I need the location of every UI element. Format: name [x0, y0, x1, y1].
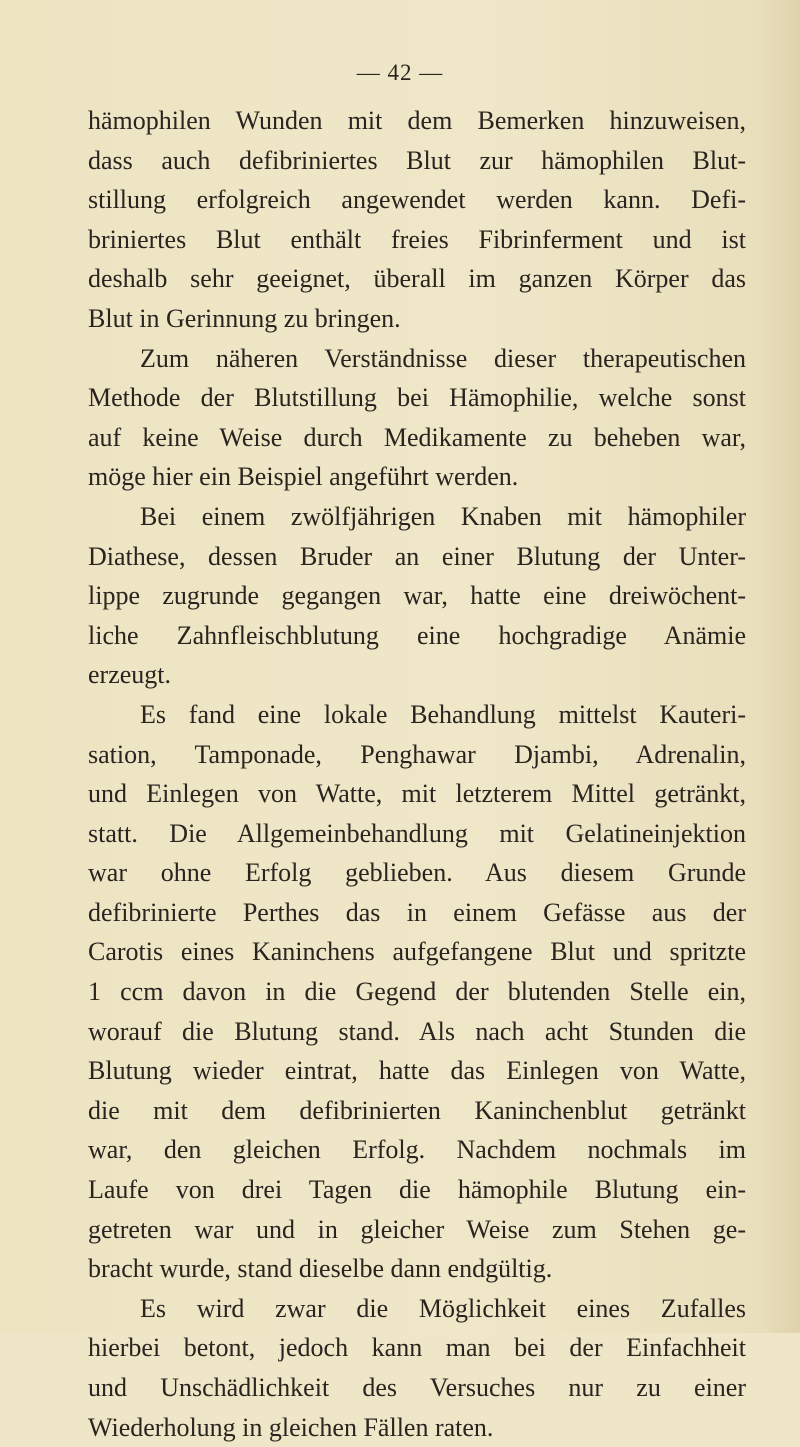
- text-line: deshalb sehr geeignet, überall im ganzen Körper das: [88, 264, 746, 294]
- text-line: Bei einem zwölfjährigen Knaben mit hämophiler: [140, 501, 746, 531]
- paragraph: [88, 101, 746, 339]
- text-line: lippe zugrunde gegangen war, hatte eine dreiwöchent-: [88, 581, 746, 611]
- text-line: war ohne Erfolg geblieben. Aus diesem Grunde: [88, 858, 746, 888]
- text-line: getreten war und in gleicher Weise zum Stehen ge-: [88, 1214, 746, 1244]
- text-line: und Unschädlichkeit des Versuches nur zu einer: [88, 1373, 746, 1402]
- text-line: erzeugt.: [88, 660, 172, 690]
- page-number: — 42 —: [356, 60, 444, 85]
- text-line: Blut in Gerinnung zu bringen.: [88, 303, 401, 333]
- text-line: die mit dem defibrinierten Kaninchenblut getränkt: [88, 1095, 746, 1125]
- text-line: briniertes Blut enthält freies Fibrinferment und ist: [88, 224, 746, 254]
- text-line: stillung erfolgreich angewendet werden kann. Defi-: [88, 185, 746, 215]
- text-line: Blutung wieder eintrat, hatte das Einlegen von Watte,: [88, 1056, 746, 1086]
- text-line: möge hier ein Beispiel angeführt werden.: [88, 462, 519, 492]
- text-line: Zum näheren Verständnisse dieser therapeutischen: [140, 343, 746, 373]
- text-line: dass auch defibriniertes Blut zur hämophilen Blut-: [88, 145, 746, 175]
- paragraph: [88, 339, 746, 497]
- text-line: hierbei betont, jedoch kann man bei der Einfachheit: [88, 1333, 746, 1363]
- text-line: hämophilen Wunden mit dem Bemerken hinzuweisen,: [88, 106, 746, 135]
- text-line: Carotis eines Kaninchens aufgefangene Blut und spritzte: [88, 937, 746, 967]
- paragraph: [88, 1289, 746, 1447]
- text-line: Es wird zwar die Möglichkeit eines Zufalles: [140, 1293, 746, 1323]
- text-line: Laufe von drei Tagen die hämophile Blutung ein-: [88, 1175, 746, 1205]
- body-text: [88, 101, 746, 1447]
- text-line: liche Zahnfleischblutung eine hochgradige Anämie: [88, 620, 746, 650]
- text-line: war, den gleichen Erfolg. Nachdem nochmals im: [88, 1135, 746, 1165]
- text-line: Es fand eine lokale Behandlung mittelst Kauteri-: [140, 699, 746, 729]
- text-line: Methode der Blutstillung bei Hämophilie, welche sonst: [88, 383, 746, 413]
- text-line: Diathese, dessen Bruder an einer Blutung der Unter-: [88, 541, 746, 571]
- paragraph: [88, 695, 746, 1289]
- text-line: worauf die Blutung stand. Als nach acht Stunden die: [88, 1016, 746, 1046]
- paragraph: [88, 497, 746, 695]
- text-line: statt. Die Allgemeinbehandlung mit Gelatineinjektion: [88, 818, 746, 848]
- text-line: Wiederholung in gleichen Fällen raten.: [88, 1412, 494, 1442]
- text-line: sation, Tamponade, Penghawar Djambi, Adrenalin,: [88, 739, 746, 769]
- text-line: 1 ccm davon in die Gegend der blutenden Stelle ein,: [88, 977, 746, 1007]
- text-line: bracht wurde, stand dieselbe dann endgültig.: [88, 1254, 553, 1284]
- text-line: defibrinierte Perthes das in einem Gefässe aus der: [88, 897, 746, 927]
- text-line: und Einlegen von Watte, mit letzterem Mittel getränkt,: [88, 779, 746, 809]
- text-line: auf keine Weise durch Medikamente zu beheben war,: [88, 422, 746, 452]
